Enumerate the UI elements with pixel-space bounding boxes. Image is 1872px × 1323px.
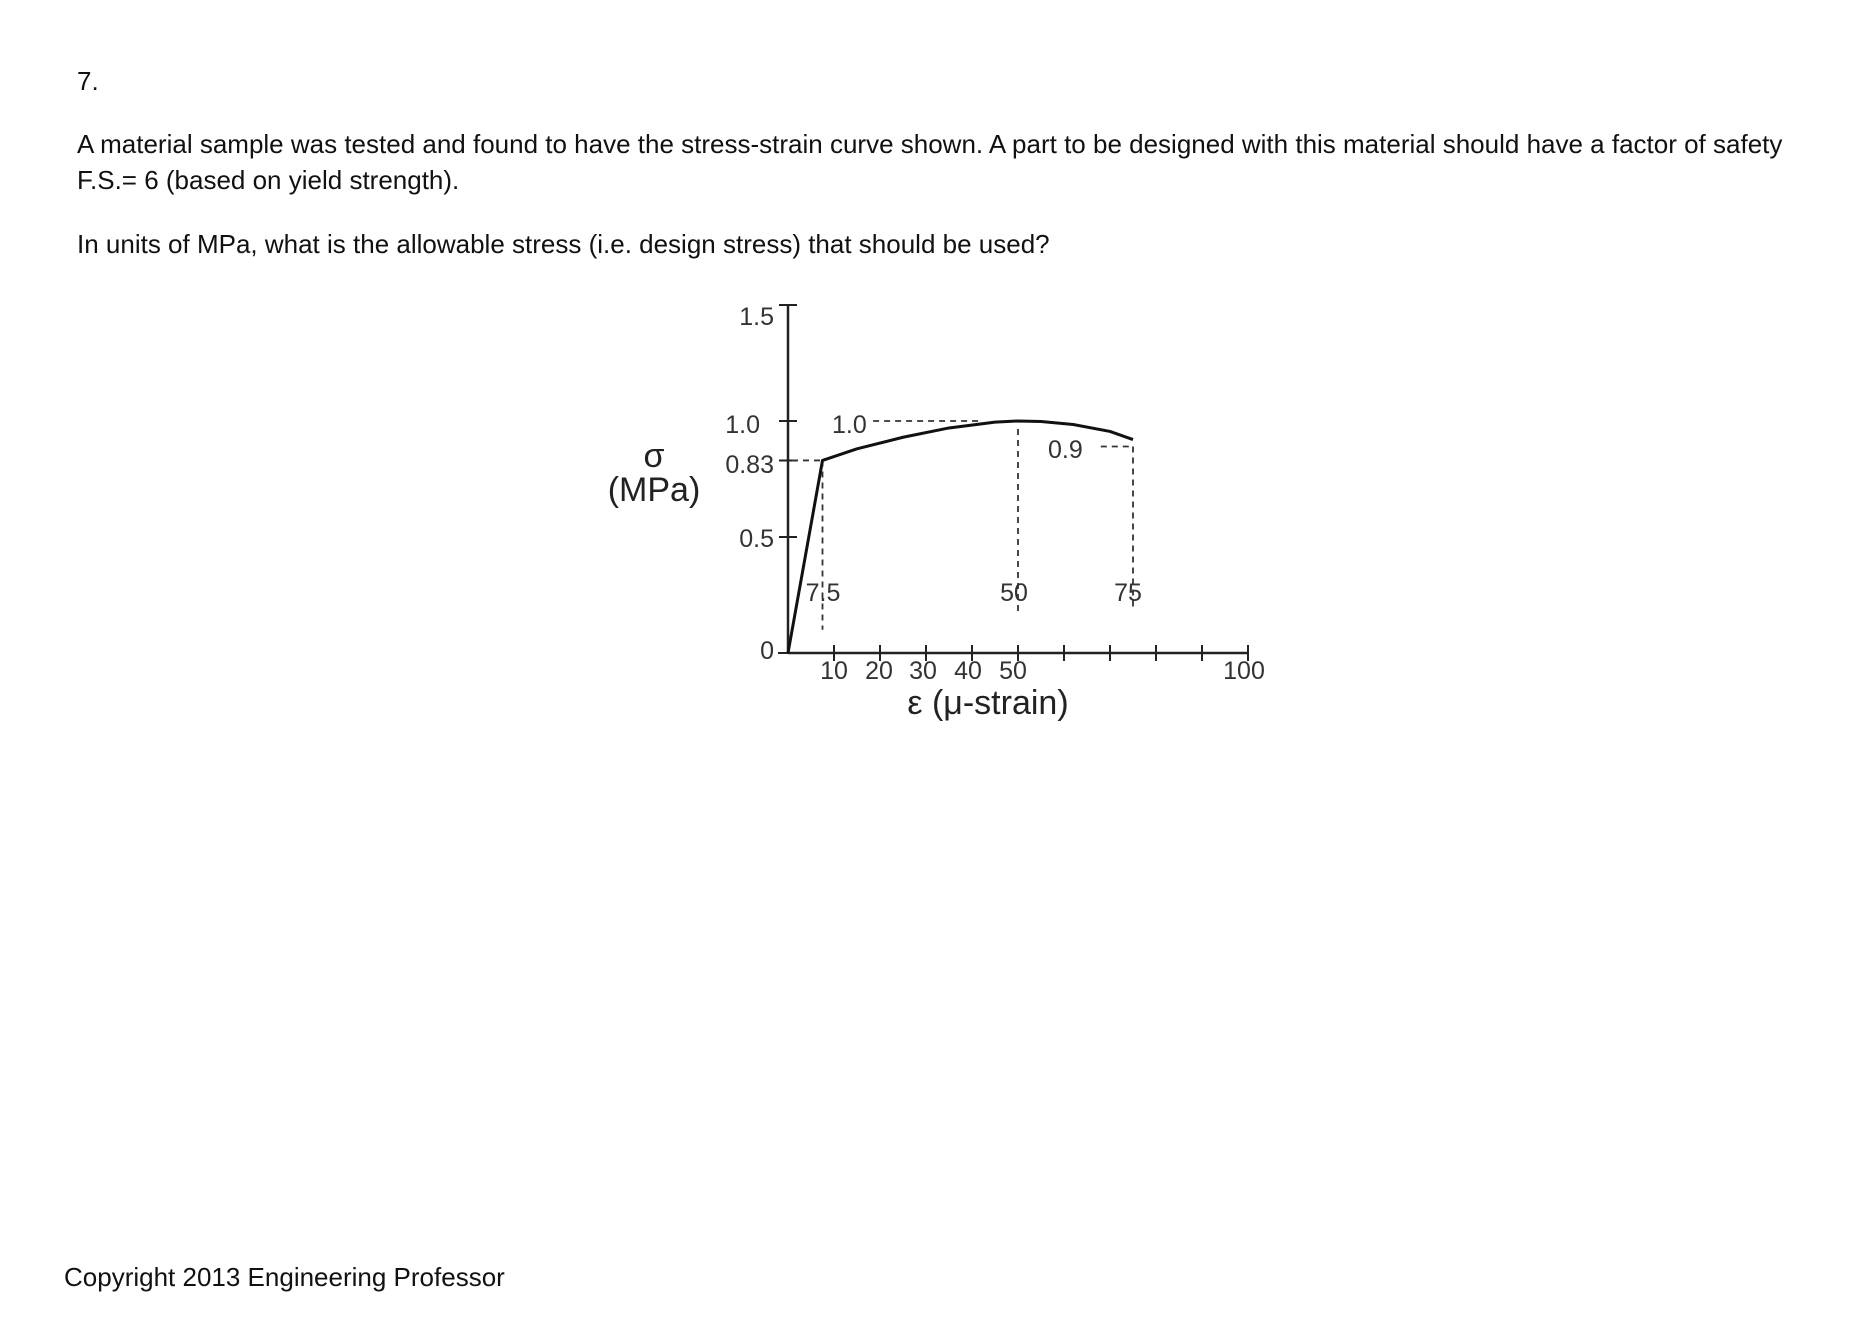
stress-strain-figure [590, 295, 1290, 735]
y-axis-unit: (MPa) [607, 471, 701, 509]
x-axis-label: ε (μ-strain) [907, 684, 1069, 722]
y-tick-label-0-5: 0.5 [739, 525, 774, 553]
y-axis-symbol: σ [643, 437, 665, 475]
annotation-peak-stress: 1.0 [832, 411, 867, 439]
annotation-peak-strain: 50 [1000, 579, 1028, 607]
y-tick-label-1-0: 1.0 [725, 411, 760, 439]
y-tick-label-1-5: 1.5 [739, 303, 774, 331]
x-tick-label-30: 30 [909, 657, 937, 685]
question-paragraph-2: In units of MPa, what is the allowable stress (i.e. design stress) that should be used? [77, 229, 1050, 259]
y-tick-label-0-83: 0.83 [725, 451, 774, 479]
question-number: 7. [77, 66, 99, 96]
annotation-fracture-strain: 75 [1114, 579, 1142, 607]
x-tick-label-100: 100 [1223, 657, 1265, 685]
x-tick-label-50: 50 [999, 657, 1027, 685]
copyright-notice: Copyright 2013 Engineering Professor [64, 1262, 505, 1292]
y-tick-label-0: 0 [760, 637, 774, 665]
x-tick-label-20: 20 [865, 657, 893, 685]
x-tick-label-10: 10 [820, 657, 848, 685]
x-tick-label-40: 40 [954, 657, 982, 685]
annotation-yield-strain: 7.5 [805, 579, 841, 607]
question-paragraph-1: A material sample was tested and found to have the stress-strain curve shown. A part to be designed with this material should have a factor of safety F.S.= 6 (based on yield strength). [77, 129, 1783, 195]
annotation-fracture-stress: 0.9 [1048, 436, 1083, 464]
stress-strain-chart [590, 295, 1290, 735]
